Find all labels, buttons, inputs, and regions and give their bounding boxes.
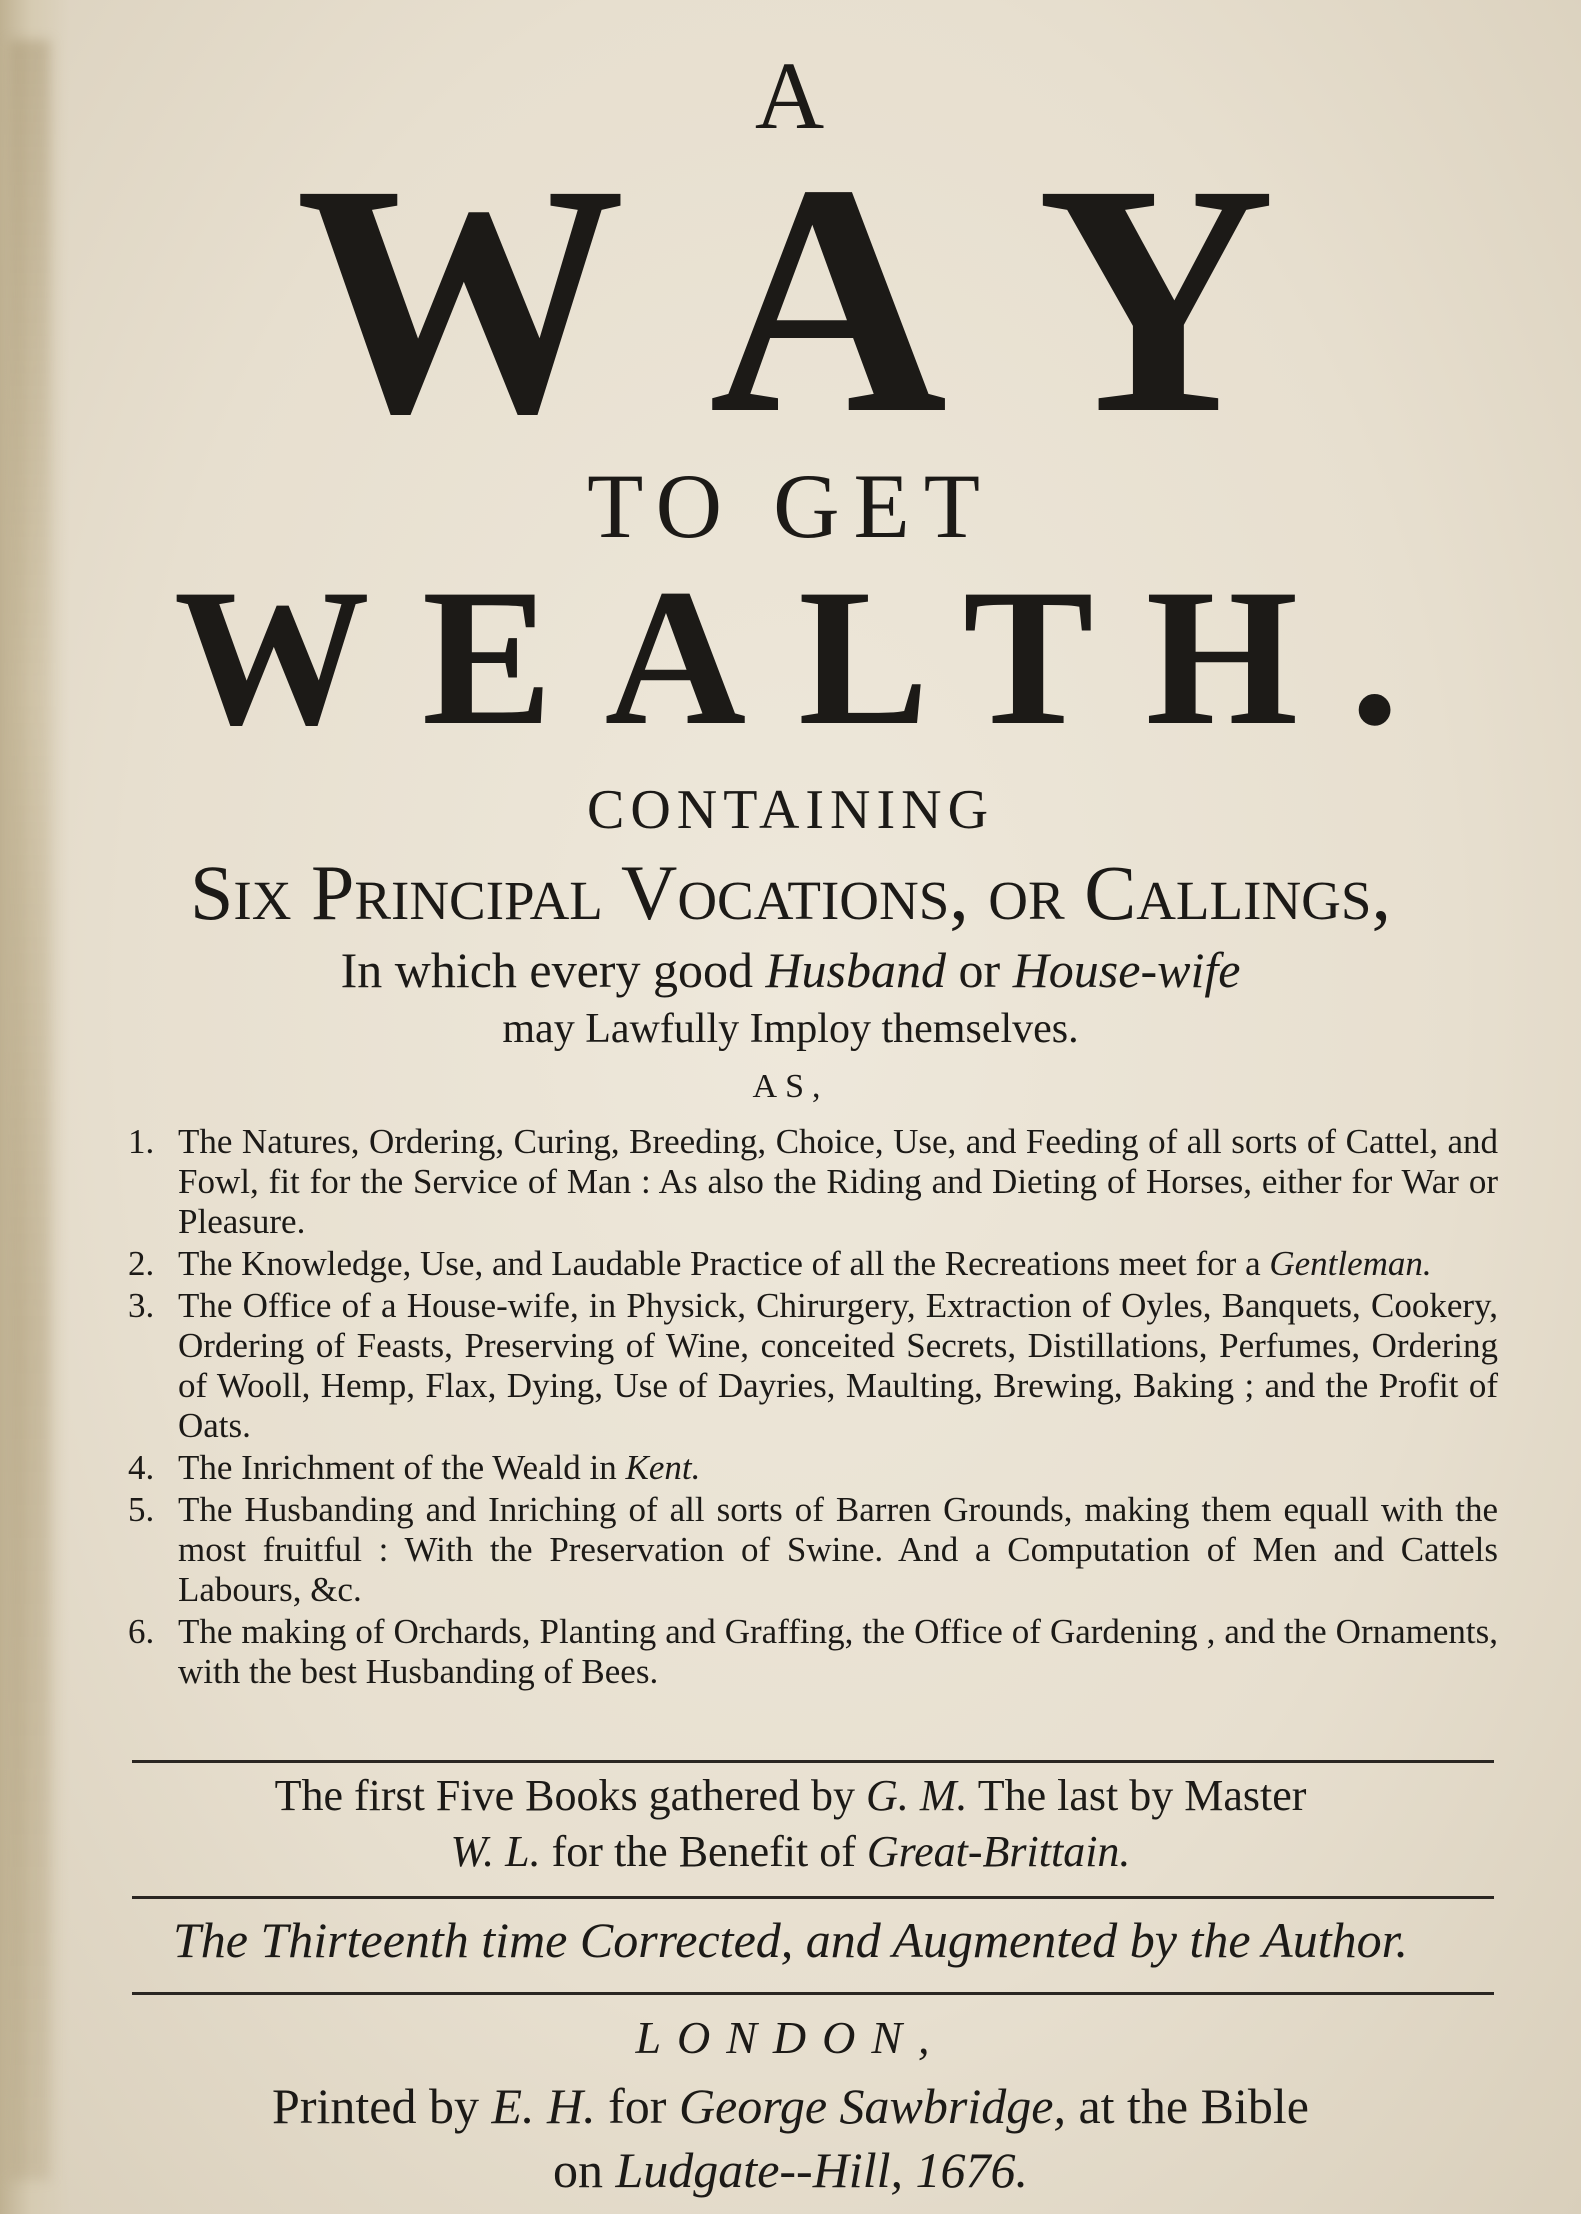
item-italic: Gentleman. (1269, 1244, 1432, 1283)
ludgate-hill-text: Ludgate--Hill, (615, 2142, 903, 2198)
list-item (128, 1612, 1498, 1692)
divider-rule (132, 1896, 1494, 1899)
printer-eh: E. H. (491, 2078, 596, 2134)
divider-rule (132, 1760, 1494, 1763)
item-text-wrap (178, 1448, 1498, 1488)
item-text: The making of Orchards, Planting and Graffing, the Office of Gardening , and the Ornaments, with the best Husbanding of Bees. (178, 1612, 1498, 1691)
item-text-wrap (178, 1244, 1498, 1284)
author-gm: G. M. (866, 1771, 968, 1820)
item-text: The Inrichment of the Weald in (178, 1448, 626, 1487)
imprint-city: LONDON, (635, 2012, 946, 2063)
authors-text: for the Benefit of (540, 1827, 867, 1876)
divider-rule (132, 1992, 1494, 1995)
subtitle-as: AS, (752, 1068, 829, 1105)
item-number: 6. (128, 1612, 155, 1651)
item-number: 4. (128, 1448, 155, 1487)
item-number: 3. (128, 1286, 155, 1325)
subtitle-lawfully: may Lawfully Imploy themselves. (502, 1006, 1079, 1052)
on-text: on (553, 2142, 616, 2198)
imprint-location (0, 2140, 1581, 2200)
imprint-printed-by (0, 2076, 1581, 2136)
item-number: 5. (128, 1490, 155, 1529)
authors-line-2 (0, 1826, 1581, 1879)
item-italic: Kent. (625, 1448, 701, 1487)
authors-line-1 (0, 1770, 1581, 1823)
item-number: 1. (128, 1122, 155, 1161)
printed-by-text: Printed by (272, 2078, 492, 2134)
for-text: for (595, 2078, 679, 2134)
authors-text: The last by Master (967, 1771, 1307, 1820)
in-which-text: In which every good (340, 942, 766, 998)
item-text: The Office of a House-wife, in Physick, Chirurgery, Extraction of Oyles, Banquets, Cookery, Ordering of Feasts, Preserving of Wine, conceited Secrets, Distillations, Perfumes, Ordering of Wooll, Hemp, Flax, Dying, Use of Dayries, Maulting, Brewing, Baking ; and the Profit of Oats. (178, 1286, 1498, 1445)
item-text: The Natures, Ordering, Curing, Breeding, Choice, Use, and Feeding of all sorts of Cattel, and Fowl, fit for the Service of Man : As also the Riding and Dieting of Horses, either for War or Pleasure. (178, 1122, 1498, 1241)
list-item (128, 1448, 1498, 1488)
subtitle-containing: CONTAINING (586, 779, 995, 841)
title-a: A (754, 42, 827, 149)
title-wealth: WEALTH. (173, 549, 1452, 766)
item-text: The Husbanding and Inriching of all sorts of Barren Grounds, making them equall with the most fruitful : With the Preservation of Swine. And a Computation of Men and Cattels Labours, &c. (178, 1490, 1498, 1609)
list-item (128, 1286, 1498, 1446)
subtitle-six-principal: Six Principal Vocations, or Callings, (190, 849, 1391, 936)
list-item (128, 1490, 1498, 1610)
or-text: or (946, 942, 1013, 998)
edition-line: The Thirteenth time Corrected, and Augmented by the Author. (172, 1912, 1409, 1968)
list-item (128, 1244, 1498, 1284)
title-to-get: TO GET (587, 455, 994, 557)
husband-text: Husband (765, 942, 947, 998)
at-bible-text: at the Bible (1065, 2078, 1309, 2134)
contents-list (128, 1122, 1498, 1694)
subtitle-in-which (0, 942, 1581, 998)
list-item (128, 1122, 1498, 1242)
great-brittain-text: Great-Brittain. (866, 1827, 1131, 1876)
imprint-year: 1676. (902, 2142, 1028, 2198)
item-text: The Knowledge, Use, and Laudable Practice of all the Recreations meet for a (178, 1244, 1270, 1283)
title-way: WAY (295, 117, 1396, 482)
item-number: 2. (128, 1244, 155, 1283)
author-wl: W. L. (450, 1827, 541, 1876)
authors-text: The first Five Books gathered by (274, 1771, 867, 1820)
publisher-name: George Sawbridge, (678, 2078, 1066, 2134)
housewife-text: House-wife (1012, 942, 1241, 998)
